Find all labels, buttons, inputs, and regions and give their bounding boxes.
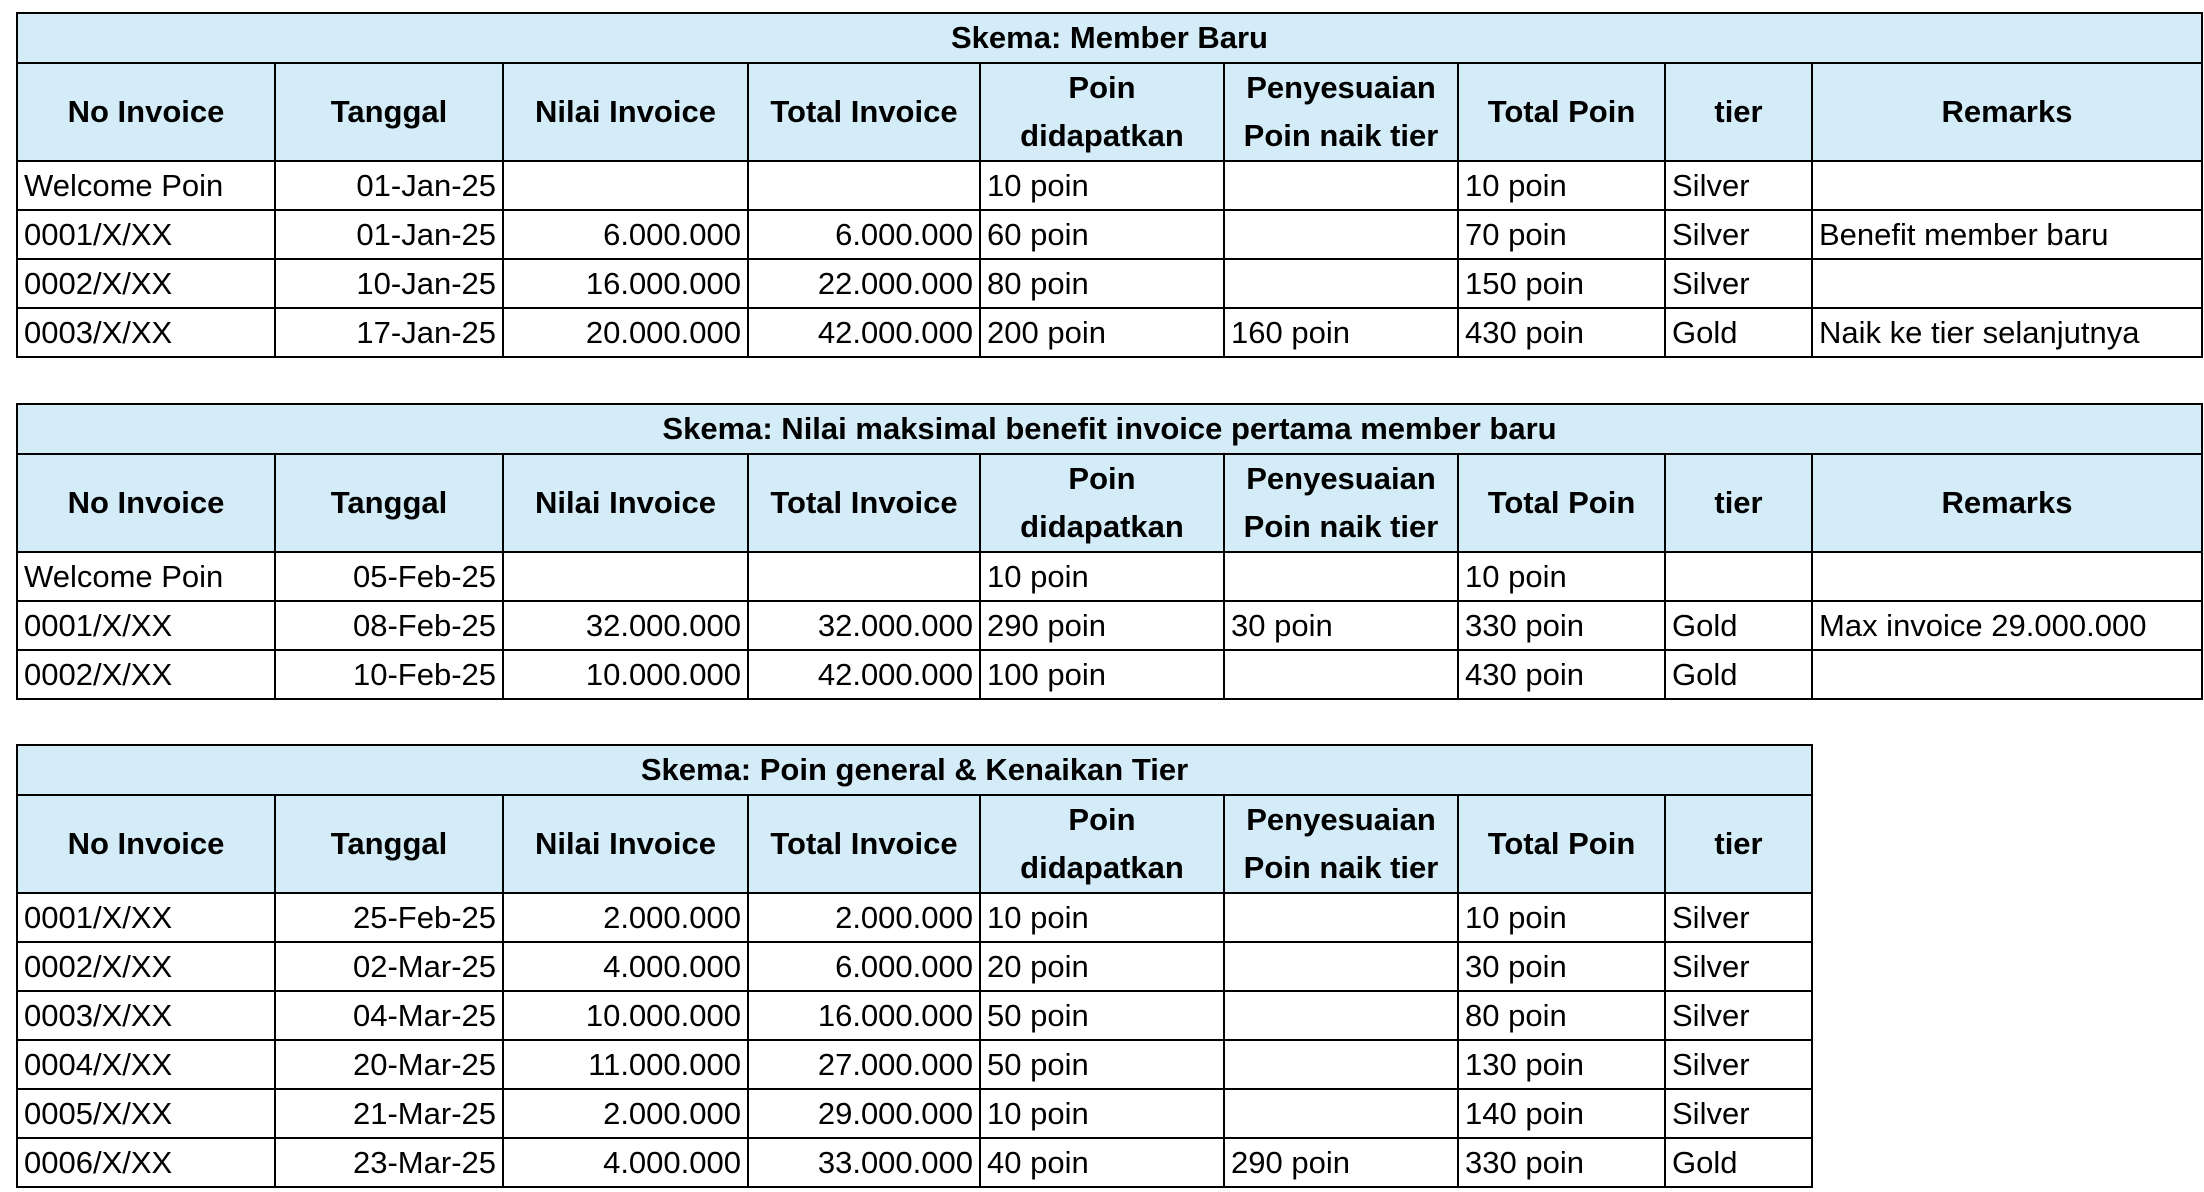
table-cell[interactable]: 0001/X/XX [17, 210, 275, 259]
table-title: Skema: Nilai maksimal benefit invoice pertama member baru [17, 404, 2202, 454]
column-header: tier [1665, 795, 1812, 893]
table-cell[interactable]: 11.000.000 [503, 1040, 748, 1089]
table-row [17, 1138, 1812, 1187]
table-cell[interactable]: 10 poin [980, 161, 1224, 210]
table-cell[interactable]: 6.000.000 [503, 210, 748, 259]
column-header: Nilai Invoice [503, 63, 748, 161]
table-cell[interactable]: 50 poin [980, 991, 1224, 1040]
table-cell[interactable]: 60 poin [980, 210, 1224, 259]
table-cell[interactable]: 6.000.000 [748, 942, 980, 991]
table-cell[interactable] [503, 552, 748, 601]
table-title: Skema: Member Baru [17, 13, 2202, 63]
table-cell[interactable]: 0002/X/XX [17, 942, 275, 991]
table-cell[interactable]: Silver [1665, 259, 1812, 308]
table-cell[interactable] [1224, 942, 1458, 991]
table-cell[interactable] [1224, 1040, 1458, 1089]
table-cell[interactable]: 42.000.000 [748, 308, 980, 357]
table-cell[interactable]: 80 poin [980, 259, 1224, 308]
table-cell[interactable]: 32.000.000 [748, 601, 980, 650]
column-header: Total Invoice [748, 63, 980, 161]
table-cell[interactable] [1224, 210, 1458, 259]
table-cell[interactable]: 200 poin [980, 308, 1224, 357]
column-header: Penyesuaian Poin naik tier [1224, 63, 1458, 161]
table-cell[interactable] [1812, 650, 2202, 699]
table-cell[interactable]: Silver [1665, 991, 1812, 1040]
table-cell[interactable] [1224, 161, 1458, 210]
table-cell[interactable]: Gold [1665, 1138, 1812, 1187]
table-cell[interactable]: 10 poin [1458, 552, 1665, 601]
table-cell[interactable] [1224, 1089, 1458, 1138]
table-row [17, 161, 2202, 210]
table-cell[interactable]: 0002/X/XX [17, 650, 275, 699]
table-row [17, 942, 1812, 991]
table-cell[interactable]: Welcome Poin [17, 161, 275, 210]
table-cell[interactable]: 330 poin [1458, 601, 1665, 650]
table-cell[interactable]: 01-Jan-25 [275, 210, 503, 259]
table-cell[interactable]: 21-Mar-25 [275, 1089, 503, 1138]
column-header: Penyesuaian Poin naik tier [1224, 454, 1458, 552]
table-row [17, 1040, 1812, 1089]
table-cell[interactable] [1224, 893, 1458, 942]
column-header: Total Poin [1458, 63, 1665, 161]
table-cell[interactable]: 10 poin [1458, 161, 1665, 210]
table-cell[interactable]: Silver [1665, 1040, 1812, 1089]
table-row [17, 650, 2202, 699]
table-cell[interactable]: 10-Jan-25 [275, 259, 503, 308]
table-cell[interactable]: 16.000.000 [748, 991, 980, 1040]
table-cell[interactable]: 140 poin [1458, 1089, 1665, 1138]
table-cell[interactable]: 430 poin [1458, 650, 1665, 699]
table-cell[interactable]: 30 poin [1224, 601, 1458, 650]
table-cell[interactable]: Welcome Poin [17, 552, 275, 601]
table-cell[interactable]: 0004/X/XX [17, 1040, 275, 1089]
table-cell[interactable]: 4.000.000 [503, 942, 748, 991]
table-cell[interactable]: 42.000.000 [748, 650, 980, 699]
column-header: Poin didapatkan [980, 63, 1224, 161]
column-header: Total Invoice [748, 795, 980, 893]
column-header: Poin didapatkan [980, 795, 1224, 893]
table-cell[interactable]: 08-Feb-25 [275, 601, 503, 650]
column-header: Tanggal [275, 63, 503, 161]
table-cell[interactable] [1224, 259, 1458, 308]
column-header: No Invoice [17, 63, 275, 161]
table-cell[interactable] [1812, 552, 2202, 601]
table-cell[interactable] [748, 552, 980, 601]
table-row [17, 991, 1812, 1040]
column-header: Nilai Invoice [503, 795, 748, 893]
column-header: Remarks [1812, 454, 2202, 552]
column-header: Poin didapatkan [980, 454, 1224, 552]
table-cell[interactable] [1812, 259, 2202, 308]
table-cell[interactable]: Naik ke tier selanjutnya [1812, 308, 2202, 357]
table-cell[interactable]: 20-Mar-25 [275, 1040, 503, 1089]
table-cell[interactable]: 2.000.000 [503, 893, 748, 942]
table-cell[interactable] [748, 161, 980, 210]
table-cell[interactable]: Gold [1665, 308, 1812, 357]
table-cell[interactable]: Silver [1665, 1089, 1812, 1138]
table-cell[interactable]: 05-Feb-25 [275, 552, 503, 601]
table-cell[interactable] [1665, 552, 1812, 601]
table-row [17, 552, 2202, 601]
table-cell[interactable]: 20.000.000 [503, 308, 748, 357]
column-header: Remarks [1812, 63, 2202, 161]
column-header: Tanggal [275, 454, 503, 552]
scheme-table-2 [16, 403, 2203, 700]
table-cell[interactable] [1224, 991, 1458, 1040]
table-cell[interactable]: 0001/X/XX [17, 601, 275, 650]
table-cell[interactable]: 130 poin [1458, 1040, 1665, 1089]
table-cell[interactable]: 290 poin [1224, 1138, 1458, 1187]
table-cell[interactable]: 20 poin [980, 942, 1224, 991]
column-header: Penyesuaian Poin naik tier [1224, 795, 1458, 893]
table-cell[interactable]: 10 poin [980, 1089, 1224, 1138]
table-cell[interactable]: 27.000.000 [748, 1040, 980, 1089]
column-header: No Invoice [17, 454, 275, 552]
table-cell[interactable]: 290 poin [980, 601, 1224, 650]
table-cell[interactable]: 0003/X/XX [17, 308, 275, 357]
table-row [17, 1089, 1812, 1138]
table-cell[interactable] [1224, 552, 1458, 601]
column-header: Tanggal [275, 795, 503, 893]
table-cell[interactable]: 04-Mar-25 [275, 991, 503, 1040]
table-cell[interactable]: Silver [1665, 893, 1812, 942]
table-cell[interactable]: 02-Mar-25 [275, 942, 503, 991]
table-row [17, 210, 2202, 259]
table-cell[interactable]: 2.000.000 [503, 1089, 748, 1138]
table-row [17, 601, 2202, 650]
scheme-table-1 [16, 12, 2203, 358]
column-header: Total Invoice [748, 454, 980, 552]
table-cell[interactable]: 0001/X/XX [17, 893, 275, 942]
column-header: tier [1665, 454, 1812, 552]
column-header: Total Poin [1458, 454, 1665, 552]
table-cell[interactable]: 150 poin [1458, 259, 1665, 308]
table-row [17, 893, 1812, 942]
table-cell[interactable]: 100 poin [980, 650, 1224, 699]
table-cell[interactable]: 80 poin [1458, 991, 1665, 1040]
table-row [17, 259, 2202, 308]
table-cell[interactable]: 70 poin [1458, 210, 1665, 259]
table-cell[interactable]: Benefit member baru [1812, 210, 2202, 259]
scheme-table-3 [16, 744, 1813, 1188]
column-header: Nilai Invoice [503, 454, 748, 552]
table-cell[interactable]: Silver [1665, 210, 1812, 259]
table-cell[interactable]: 01-Jan-25 [275, 161, 503, 210]
table-cell[interactable]: 10.000.000 [503, 650, 748, 699]
table-cell[interactable]: 4.000.000 [503, 1138, 748, 1187]
table-cell[interactable]: 30 poin [1458, 942, 1665, 991]
column-header: tier [1665, 63, 1812, 161]
table-cell[interactable]: 0003/X/XX [17, 991, 275, 1040]
table-cell[interactable]: 160 poin [1224, 308, 1458, 357]
table-cell[interactable]: Silver [1665, 161, 1812, 210]
table-cell[interactable]: Silver [1665, 942, 1812, 991]
table-cell[interactable]: 2.000.000 [748, 893, 980, 942]
table-cell[interactable]: 25-Feb-25 [275, 893, 503, 942]
table-cell[interactable]: 330 poin [1458, 1138, 1665, 1187]
table-cell[interactable]: 29.000.000 [748, 1089, 980, 1138]
table-cell[interactable]: 0005/X/XX [17, 1089, 275, 1138]
table-cell[interactable]: 16.000.000 [503, 259, 748, 308]
table-cell[interactable]: 10 poin [1458, 893, 1665, 942]
table-cell[interactable]: Max invoice 29.000.000 [1812, 601, 2202, 650]
table-cell[interactable]: 6.000.000 [748, 210, 980, 259]
table-cell[interactable]: Gold [1665, 650, 1812, 699]
table-cell[interactable] [1224, 650, 1458, 699]
table-cell[interactable]: 32.000.000 [503, 601, 748, 650]
table-cell[interactable]: 10 poin [980, 893, 1224, 942]
table-cell[interactable]: 50 poin [980, 1040, 1224, 1089]
column-header: Total Poin [1458, 795, 1665, 893]
table-cell[interactable]: 10.000.000 [503, 991, 748, 1040]
table-row [17, 308, 2202, 357]
table-cell[interactable]: 0006/X/XX [17, 1138, 275, 1187]
table-cell[interactable] [1812, 161, 2202, 210]
table-title: Skema: Poin general & Kenaikan Tier [17, 745, 1812, 795]
table-cell[interactable]: 10 poin [980, 552, 1224, 601]
table-cell[interactable]: 22.000.000 [748, 259, 980, 308]
table-cell[interactable] [503, 161, 748, 210]
table-cell[interactable]: 10-Feb-25 [275, 650, 503, 699]
table-cell[interactable]: 430 poin [1458, 308, 1665, 357]
table-cell[interactable]: Gold [1665, 601, 1812, 650]
table-cell[interactable]: 33.000.000 [748, 1138, 980, 1187]
column-header: No Invoice [17, 795, 275, 893]
table-cell[interactable]: 23-Mar-25 [275, 1138, 503, 1187]
table-cell[interactable]: 40 poin [980, 1138, 1224, 1187]
table-cell[interactable]: 17-Jan-25 [275, 308, 503, 357]
table-cell[interactable]: 0002/X/XX [17, 259, 275, 308]
